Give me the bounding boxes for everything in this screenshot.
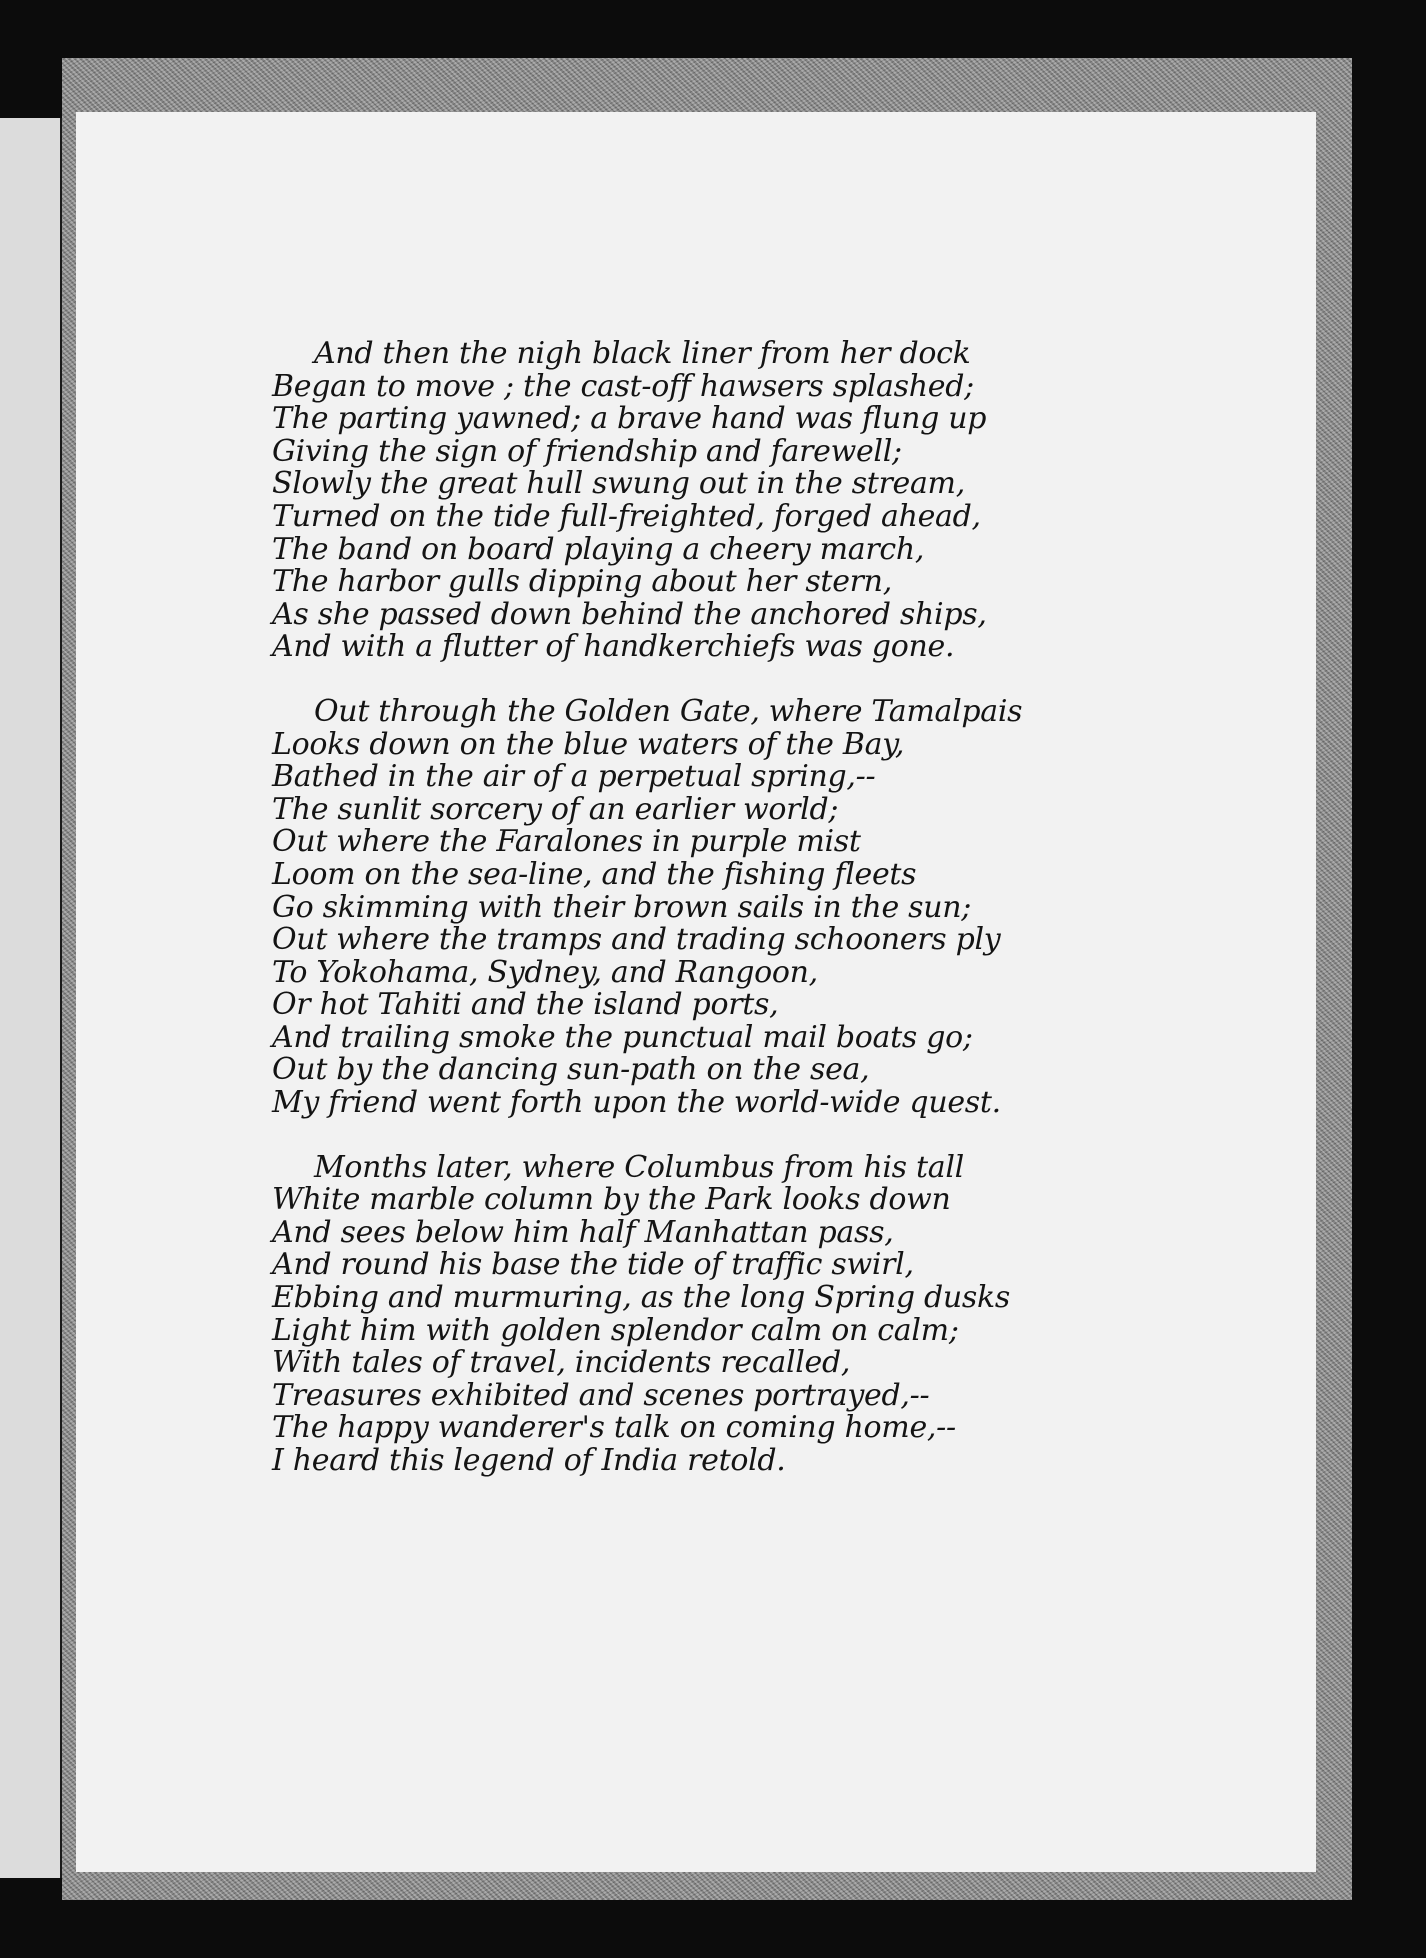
poem-line: The sunlit sorcery of an earlier world;	[272, 791, 839, 827]
poem-line: Began to move ; the cast-off hawsers splashed;	[272, 368, 974, 404]
poem-line: Out by the dancing sun-path on the sea,	[272, 1052, 870, 1088]
poem-line: Or hot Tahiti and the island ports,	[272, 987, 779, 1023]
facing-page-edge	[0, 118, 64, 1878]
poem-line: Giving the sign of friendship and farewell;	[272, 433, 902, 469]
poem-line: Out where the Faralones in purple mist	[272, 824, 861, 860]
poem-line: Looks down on the blue waters of the Bay,	[272, 726, 905, 762]
poem-line: Out through the Golden Gate, where Tamalpais	[314, 693, 1023, 729]
poem-line: White marble column by the Park looks down	[272, 1182, 951, 1218]
poem-line: Out where the tramps and trading schooners ply	[272, 922, 1001, 958]
poem-line: Treasures exhibited and scenes portrayed,--	[272, 1377, 930, 1413]
poem-line: And trailing smoke the punctual mail boats go;	[272, 1019, 973, 1055]
poem-line: Go skimming with their brown sails in the sun;	[272, 889, 972, 925]
poem-line: The happy wanderer's talk on coming home,--	[272, 1410, 956, 1446]
poem-line: I heard this legend of India retold.	[272, 1443, 786, 1478]
poem-line: And sees below him half Manhattan pass,	[272, 1214, 894, 1250]
poem-line: As she passed down behind the anchored ships,	[272, 596, 987, 632]
poem-line: The band on board playing a cheery march,	[272, 531, 925, 567]
stanza-2	[272, 693, 1092, 1121]
poem-line: The harbor gulls dipping about her stern,	[272, 564, 892, 600]
stanza-3	[272, 1149, 1092, 1478]
stanza-1	[272, 338, 1092, 664]
poem-line: Months later, where Columbus from his tall	[314, 1149, 964, 1185]
poem-line: With tales of travel, incidents recalled,	[272, 1345, 851, 1381]
poem	[272, 338, 1092, 1510]
poem-line: Bathed in the air of a perpetual spring,--	[272, 759, 876, 795]
poem-line: Loom on the sea-line, and the fishing fleets	[272, 856, 917, 892]
poem-line: Slowly the great hull swung out in the stream,	[272, 466, 965, 502]
poem-line: Light him with golden splendor calm on calm;	[272, 1312, 959, 1348]
poem-line: And with a flutter of handkerchiefs was gone.	[272, 629, 955, 665]
poem-line: The parting yawned; a brave hand was flung up	[272, 401, 987, 437]
poem-line: To Yokohama, Sydney, and Rangoon,	[272, 954, 818, 990]
poem-line: My friend went forth upon the world-wide quest.	[272, 1085, 1001, 1121]
poem-line: And round his base the tide of traffic swirl,	[272, 1247, 914, 1283]
poem-line: Ebbing and murmuring, as the long Spring dusks	[272, 1280, 1010, 1316]
poem-line: Turned on the tide full-freighted, forged ahead,	[272, 498, 981, 534]
poem-line: And then the nigh black liner from her dock	[314, 336, 971, 371]
